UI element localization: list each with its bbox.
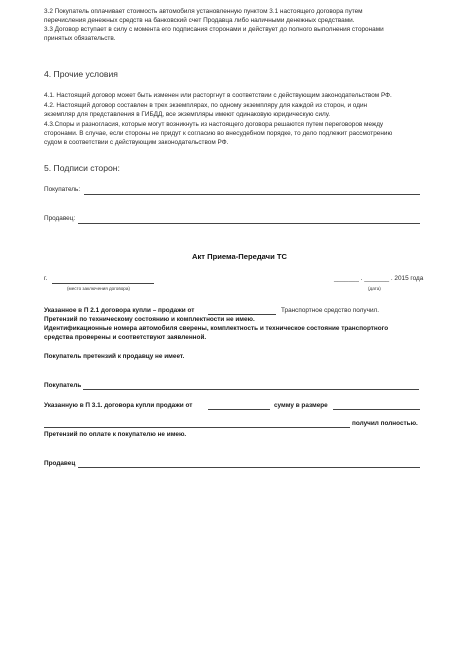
act-seller-label: Продавец: [44, 460, 76, 467]
signature-buyer-label: Покупатель:: [44, 186, 81, 193]
act-line-8: Претензий по оплате к покупателю не имею.: [44, 431, 187, 438]
act-seller-signature-line: [78, 467, 420, 468]
act-line-4: средства проверены и соответствуют заявленной.: [44, 334, 207, 341]
act-buyer-label: Покупатель: [44, 382, 82, 389]
clause-3-2-line-1: 3.2 Покупатель оплачивает стоимость автомобиля установленную пунктом 3.1 настоящего договора путем: [44, 8, 363, 15]
act-contract-date-line: [208, 314, 276, 315]
act-line-1b: Транспортное средство получил.: [281, 307, 380, 314]
section-4-heading: 4. Прочие условия: [44, 69, 118, 79]
signature-seller-label: Продавец:: [44, 215, 76, 222]
clause-4-3-line-1: 4.3.Споры и разногласия, которые могут возникнуть из настоящего договора решаются путем переговоров между: [44, 121, 384, 128]
clause-4-1: 4.1. Настоящий договор может быть изменен или расторгнут в соответствии с действующим законодательством РФ.: [44, 92, 392, 99]
clause-4-2-line-2: экземпляр для представления в ГИБДД, все экземпляры имеют одинаковую юридическую силу.: [44, 111, 331, 118]
clause-4-3-line-3: судом в соответствии с действующим законодательством РФ.: [44, 139, 229, 146]
act-line-1a: Указанное в П 2.1 договора купли – продажи от: [44, 307, 195, 314]
act-date: _______ . _______ . 2015 года: [334, 275, 424, 282]
act-title: Акт Приема-Передачи ТС: [192, 252, 287, 261]
act-line-5: Покупатель претензий к продавцу не имеет.: [44, 353, 185, 360]
clause-3-3-line-2: принятых обязательств.: [44, 35, 116, 42]
clause-4-2-line-1: 4.2. Настоящий договор составлен в трех экземплярах, по одному экземпляру для каждой из сторон, и один: [44, 102, 368, 109]
act-place-caption: (место заключения договора): [67, 286, 130, 291]
clause-3-3-line-1: 3.3 Договор вступает в силу с момента его подписания сторонами и действует до полного выполнения сторонами: [44, 26, 384, 33]
clause-3-2-line-2: перечисления денежных средств на банковский счет Продавца либо наличными денежных средствами.: [44, 17, 355, 24]
act-place-line: [52, 283, 154, 284]
act-payment-date-line: [208, 409, 270, 410]
act-amount-line: [333, 409, 420, 410]
act-line-6a: Указанную в П 3.1. договора купли продажи от: [44, 402, 193, 409]
act-amount-words-line: [44, 427, 350, 428]
act-date-caption: (дата): [368, 286, 381, 291]
act-line-3: Идентификационные номера автомобиля сверены, комплектность и техническое состояние транспортного: [44, 325, 389, 332]
signature-seller-line: [78, 223, 420, 224]
act-line-6b: сумму в размере: [274, 402, 328, 409]
section-5-heading: 5. Подписи сторон:: [44, 163, 120, 173]
clause-4-3-line-2: сторонами. В случае, если стороны не придут к согласию во внесудебном порядке, то дело подлежит рассмотрению: [44, 130, 393, 137]
act-line-2: Претензий по техническому состоянию и комплектности не имею.: [44, 316, 255, 323]
act-line-7: получил полностью.: [352, 420, 418, 427]
act-buyer-signature-line: [83, 389, 419, 390]
signature-buyer-line: [84, 194, 420, 195]
act-city-prefix: г.: [44, 275, 48, 282]
